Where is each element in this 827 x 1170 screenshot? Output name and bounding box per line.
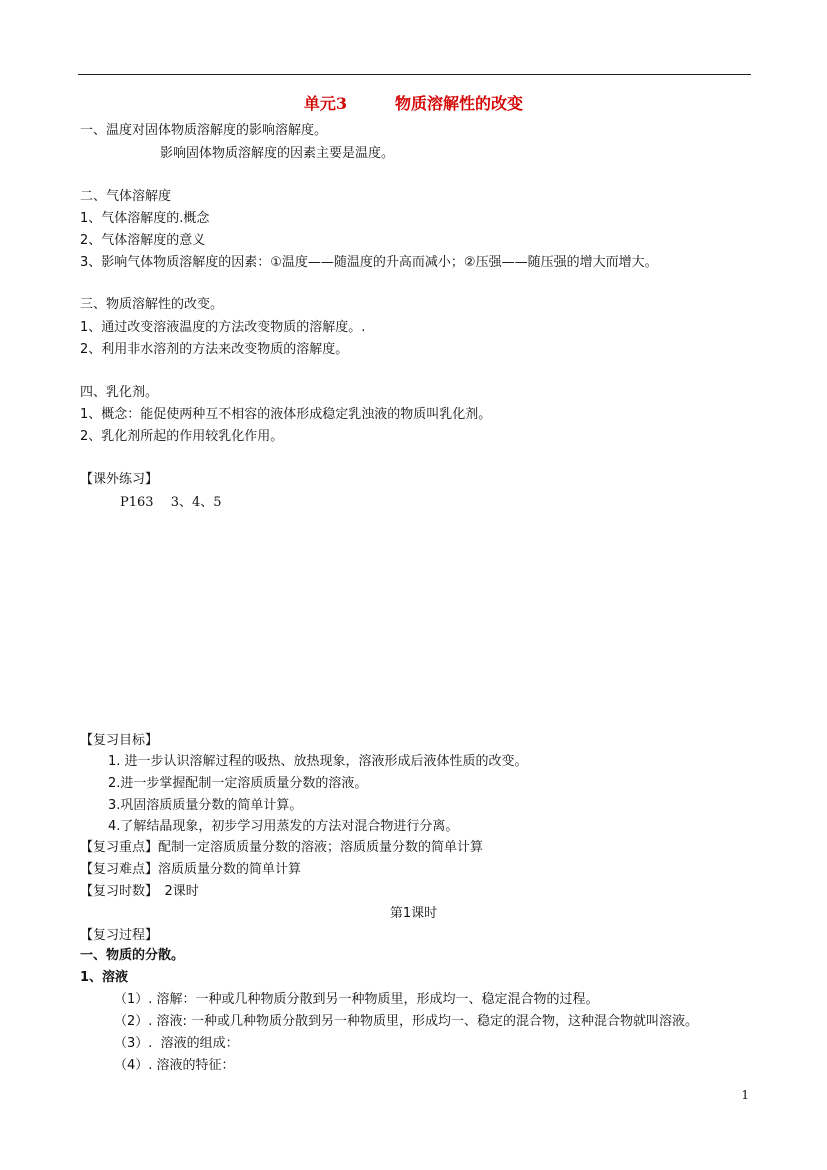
section-4-item: 2、乳化剂所起的作用较乳化作用。 <box>80 429 284 444</box>
point-item: （1）. 溶解：一种或几种物质分散到另一种物质里，形成均一、稳定混合物的过程。 <box>114 992 599 1007</box>
section-1-line: 影响固体物质溶解度的因素主要是温度。 <box>160 146 395 161</box>
section-4-heading: 四、乳化剂。 <box>80 385 159 400</box>
review-hours-label: 【复习时数】 <box>80 884 152 899</box>
section-2-item: 1、气体溶解度的.概念 <box>80 211 210 226</box>
page-number: 1 <box>741 1088 749 1102</box>
review-key <box>80 839 483 857</box>
point-item: （4）. 溶液的特征： <box>114 1058 235 1073</box>
review-goal-label: 【复习目标】 <box>80 733 159 748</box>
review-goal-item: 1. 进一步认识溶解过程的吸热、放热现象，溶液形成后液体性质的改变。 <box>108 754 528 769</box>
section-3-item: 1、通过改变溶液温度的方法改变物质的溶解度。. <box>80 320 366 335</box>
review-hours-text: 2课时 <box>151 884 199 899</box>
section-2-item: 2、气体溶解度的意义 <box>80 233 206 248</box>
section-3-heading: 三、物质溶解性的改变。 <box>80 297 224 312</box>
exercise-label: 【课外练习】 <box>80 472 159 487</box>
review-difficult-text: 溶质质量分数的简单计算 <box>158 862 302 877</box>
page-title: 单元3 物质溶解性的改变 <box>303 94 524 113</box>
subheading: 1、溶液 <box>80 970 129 985</box>
section-4-item: 1、概念：能促使两种互不相容的液体形成稳定乳浊液的物质叫乳化剂。 <box>80 407 492 422</box>
review-goal-item: 3.巩固溶质质量分数的简单计算。 <box>108 798 303 813</box>
review-key-label: 【复习重点】 <box>80 840 159 855</box>
section-3-item: 2、利用非水溶剂的方法来改变物质的溶解度。 <box>80 342 349 357</box>
review-difficult-label: 【复习难点】 <box>80 862 159 877</box>
header-rule <box>78 74 751 75</box>
point-item: （3）. 溶液的组成： <box>114 1036 239 1051</box>
review-key-text: 配制一定溶质质量分数的溶液；溶质质量分数的简单计算 <box>158 840 484 855</box>
review-hours <box>80 883 199 901</box>
review-goal-item: 2.进一步掌握配制一定溶质质量分数的溶液。 <box>108 776 368 791</box>
section-2-heading: 二、气体溶解度 <box>80 189 172 204</box>
part-heading: 一、物质的分散。 <box>80 948 185 963</box>
lesson-label: 第1课时 <box>389 906 438 921</box>
review-process-label: 【复习过程】 <box>80 928 159 943</box>
exercise-content: P163 3、4、5 <box>120 495 222 510</box>
section-1-heading: 一、温度对固体物质溶解度的影响溶解度。 <box>80 123 328 138</box>
section-2-item: 3、影响气体物质溶解度的因素：①温度——随温度的升高而减小；②压强——随压强的增大而增大。 <box>80 255 658 270</box>
review-difficult <box>80 861 301 879</box>
review-goal-item: 4.了解结晶现象，初步学习用蒸发的方法对混合物进行分离。 <box>108 819 459 834</box>
point-item: （2）. 溶液: 一种或几种物质分散到另一种物质里，形成均一、稳定的混合物，这种混合物就叫溶液。 <box>114 1014 699 1029</box>
